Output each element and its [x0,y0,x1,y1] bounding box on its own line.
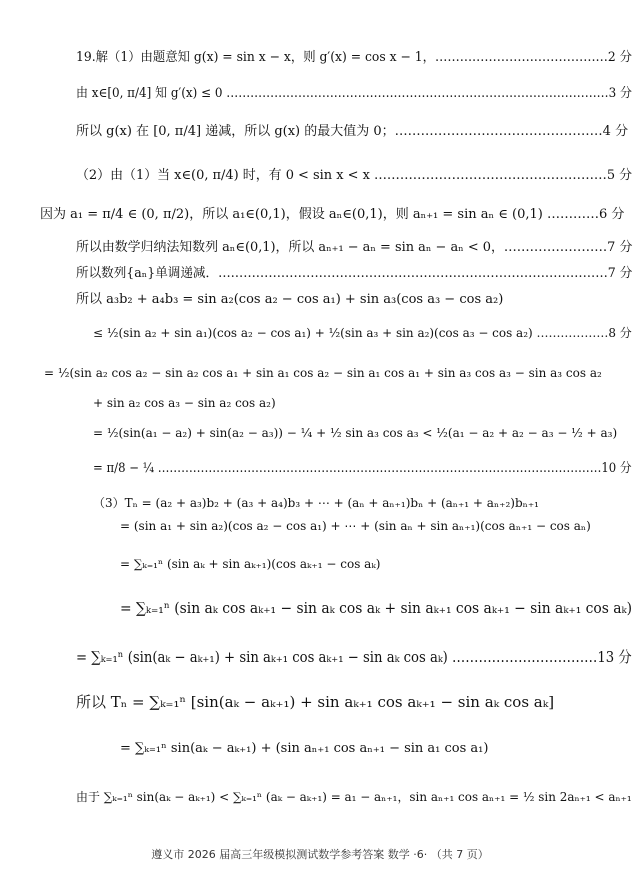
solution-line: 所以 a₃b₂ + a₄b₃ = sin a₂(cos a₂ − cos a₁) + sin a₃(cos a₃ − cos a₂) [76,292,504,307]
solution-line: 所以数列{aₙ}单调递减．…………………………………………………………………………………7 分 [76,266,633,281]
solution-line: = ½(sin a₂ cos a₂ − sin a₂ cos a₁ + sin a₁ cos a₂ − sin a₁ cos a₁ + sin a₃ cos a₃ − sin a₃ cos a₂ [44,366,602,380]
solution-line: = ∑ₖ₌₁ⁿ (sin aₖ cos aₖ₊₁ − sin aₖ cos aₖ + sin aₖ₊₁ cos aₖ₊₁ − sin aₖ₊₁ cos aₖ) [120,599,633,617]
solution-line: = ½(sin(a₁ − a₂) + sin(a₂ − a₃)) − ¼ + ½ sin a₃ cos a₃ < ½(a₁ − a₂ + a₂ − a₃ − ½ + a₃) [93,426,618,440]
solution-line: 由 x∈[0, π/4] 知 g′(x) ≤ 0 ……………………………………………………………………………………3 分 [76,86,632,101]
solution-line: 19.解（1）由题意知 g(x) = sin x − x，则 g′(x) = cos x − 1，……………………………………2 分 [76,50,633,65]
solution-line: 所以由数学归纳法知数列 aₙ∈(0,1)，所以 aₙ₊₁ − aₙ = sin aₙ − aₙ < 0，……………………7 分 [76,240,633,255]
solution-line: = (sin a₁ + sin a₂)(cos a₂ − cos a₁) + ⋯ + (sin aₙ + sin aₙ₊₁)(cos aₙ₊₁ − cos aₙ) [120,519,591,533]
solution-line: 因为 a₁ = π/4 ∈ (0, π/2)，所以 a₁∈(0,1)，假设 aₙ∈(0,1)，则 aₙ₊₁ = sin aₙ ∈ (0,1) …………6 分 [40,207,625,222]
solution-line: 所以 Tₙ = ∑ₖ₌₁ⁿ [sin(aₖ − aₖ₊₁) + sin aₖ₊₁ cos aₖ₊₁ − sin aₖ cos aₖ] [76,693,555,711]
solution-line: = ∑ₖ₌₁ⁿ (sin(aₖ − aₖ₊₁) + sin aₖ₊₁ cos aₖ₊₁ − sin aₖ cos aₖ) ……………………………13 分 [76,648,632,666]
solution-line: 由于 ∑ₖ₌₁ⁿ sin(aₖ − aₖ₊₁) < ∑ₖ₌₁ⁿ (aₖ − aₖ₊₁) = a₁ − aₙ₊₁，sin aₙ₊₁ cos aₙ₊₁ = ½ sin 2aₙ₊₁ < aₙ₊₁ [76,790,632,804]
solution-line: （3）Tₙ = (a₂ + a₃)b₂ + (a₃ + a₄)b₃ + ⋯ + (aₙ + aₙ₊₁)bₙ + (aₙ₊₁ + aₙ₊₂)bₙ₊₁ [93,496,539,510]
page-footer: 遵义市 2026 届高三年级模拟测试数学参考答案 数学 ·6· （共 7 页） [151,848,489,861]
solution-line: = ∑ₖ₌₁ⁿ (sin aₖ + sin aₖ₊₁)(cos aₖ₊₁ − cos aₖ) [120,557,381,571]
solution-line: + sin a₂ cos a₃ − sin a₂ cos a₂) [93,396,276,410]
solution-line: = ∑ₖ₌₁ⁿ sin(aₖ − aₖ₊₁) + (sin aₙ₊₁ cos aₙ₊₁ − sin a₁ cos a₁) [120,741,489,756]
solution-line: （2）由（1）当 x∈(0, π/4) 时，有 0 < sin x < x ………………………………………………5 分 [76,168,633,183]
solution-line: 所以 g(x) 在 [0, π/4] 递减，所以 g(x) 的最大值为 0；…………………………………………4 分 [76,124,629,139]
solution-line: ≤ ½(sin a₂ + sin a₁)(cos a₂ − cos a₁) + ½(sin a₃ + sin a₂)(cos a₃ − cos a₂) ………………8 分 [93,326,632,340]
solution-line: = π/8 − ¼ ……………………………………………………………………………………………………10 分 [93,461,632,476]
